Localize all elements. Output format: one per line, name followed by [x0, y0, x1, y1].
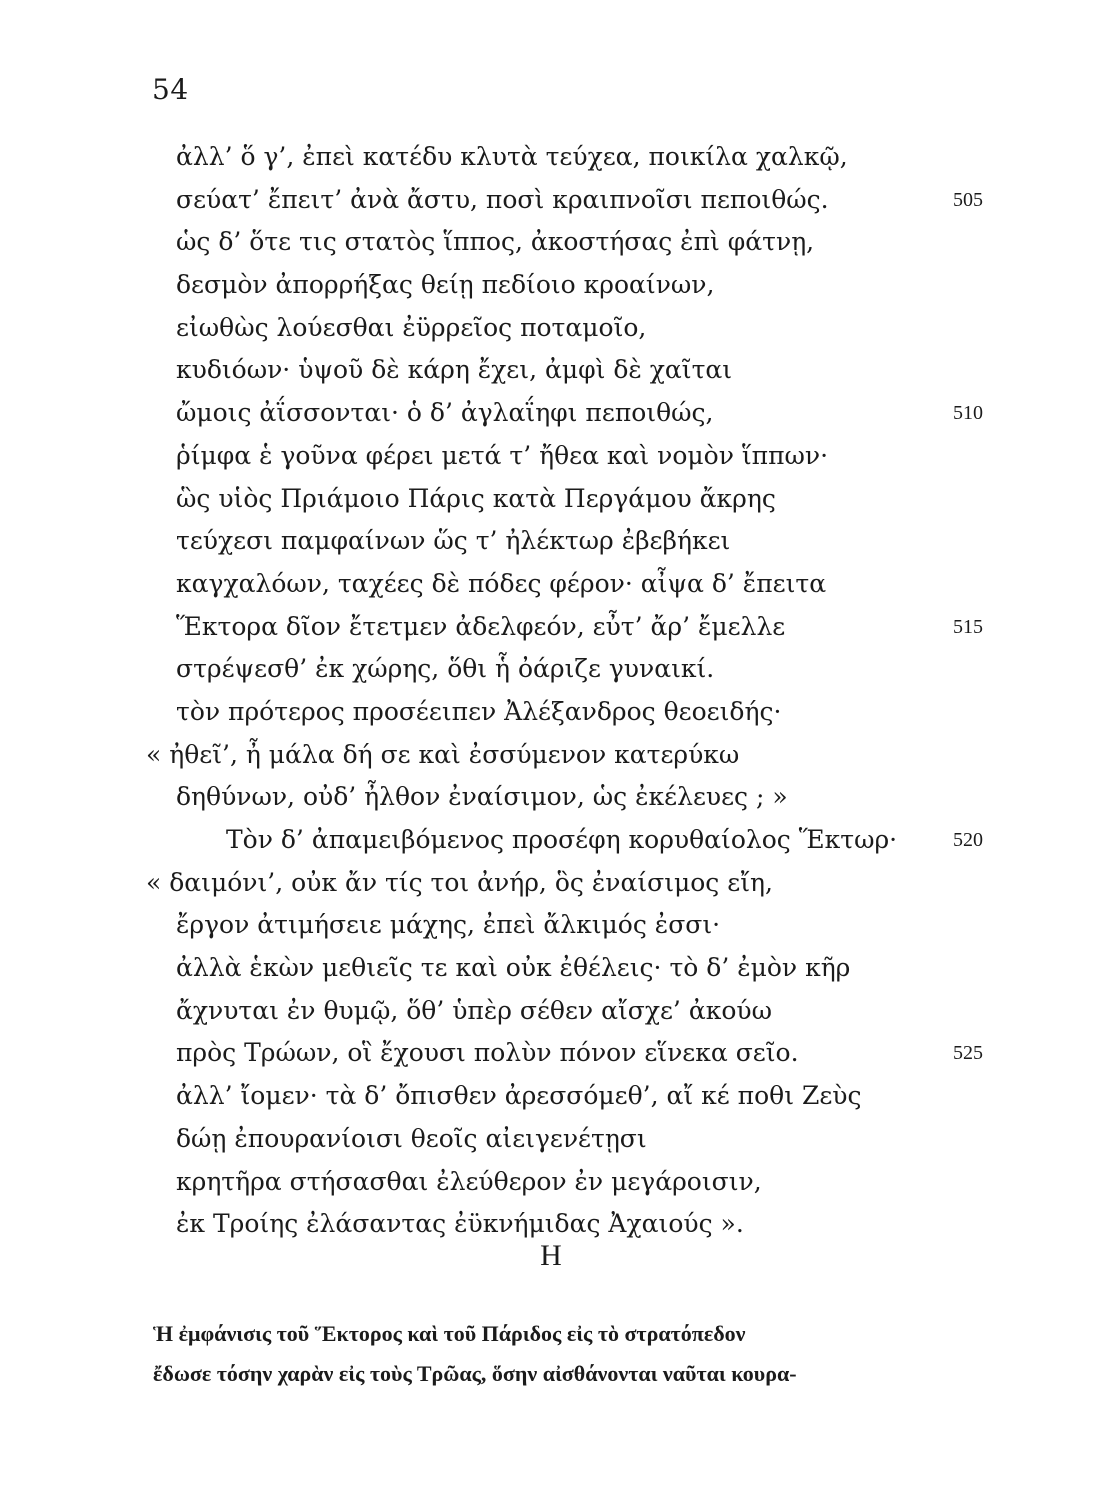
verse-text: σεύατ’ ἔπειτ’ ἀνὰ ἄστυ, ποσὶ κραιπνοῖσι πεποιθώς.	[176, 184, 829, 214]
verse-line	[176, 349, 996, 392]
verse-text: « δαιμόνι’, οὐκ ἄν τίς τοι ἀνήρ, ὃς ἐναίσιμος εἴη,	[146, 867, 773, 897]
verse-text: δώῃ ἐπουρανίοισι θεοῖς αἰειγενέτῃσι	[176, 1123, 647, 1153]
verse-line	[176, 904, 996, 947]
page-number: 54	[152, 73, 189, 106]
verse-line	[176, 435, 996, 478]
verse-line	[146, 734, 996, 777]
verse-line	[176, 1075, 996, 1118]
verse-block	[146, 136, 996, 1246]
verse-line	[146, 862, 996, 905]
summary-paragraph	[153, 1314, 998, 1394]
verse-line	[176, 1032, 996, 1075]
verse-line	[176, 136, 996, 179]
verse-line	[176, 478, 996, 521]
verse-text: κυδιόων· ὑψοῦ δὲ κάρη ἔχει, ἀμφὶ δὲ χαῖται	[176, 355, 733, 385]
line-number: 510	[953, 402, 983, 425]
verse-line	[176, 264, 996, 307]
verse-text: εἰωθὼς λούεσθαι ἐϋρρεῖος ποταμοῖο,	[176, 312, 647, 342]
verse-text: « ἠθεῖ’, ἦ μάλα δή σε καὶ ἐσσύμενον κατερύκω	[146, 739, 740, 769]
verse-line	[176, 947, 996, 990]
line-number: 515	[953, 615, 983, 638]
verse-text: καγχαλόων, ταχέες δὲ πόδες φέρον· αἶψα δ’ ἔπειτα	[176, 568, 827, 598]
verse-line	[176, 648, 996, 691]
verse-text: ἐκ Τροίης ἐλάσαντας ἐϋκνήμιδας Ἀχαιούς ».	[176, 1209, 744, 1239]
verse-text: ἀλλ’ ὅ γ’, ἐπεὶ κατέδυ κλυτὰ τεύχεα, ποικίλα χαλκῷ,	[176, 142, 848, 171]
verse-text: ἀλλὰ ἑκὼν μεθιεῖς τε καὶ οὐκ ἐθέλεις· τὸ δ’ ἐμὸν κῆρ	[176, 953, 851, 983]
verse-line	[176, 392, 996, 435]
line-number: 525	[953, 1042, 983, 1065]
verse-text: τὸν πρότερος προσέειπεν Ἀλέξανδρος θεοειδής·	[176, 696, 782, 726]
verse-text: ἀλλ’ ἴομεν· τὰ δ’ ὄπισθεν ἀρεσσόμεθ’, αἴ κέ ποθι Ζεὺς	[176, 1081, 862, 1111]
summary-line: ἔδωσε τόσην χαρὰν εἰς τοὺς Τρῶας, ὅσην αἰσθάνονται ναῦται κουρα-	[153, 1361, 797, 1386]
verse-text: ῥίμφα ἑ γοῦνα φέρει μετά τ’ ἤθεα καὶ νομὸν ἵππων·	[176, 440, 829, 470]
verse-line	[176, 606, 996, 649]
verse-line	[176, 221, 996, 264]
verse-text: δηθύνων, οὐδ’ ἦλθον ἐναίσιμον, ὡς ἐκέλευες ; »	[176, 782, 788, 812]
verse-line	[176, 1118, 996, 1161]
verse-line	[176, 776, 996, 819]
verse-text: πρὸς Τρώων, οἳ ἔχουσι πολὺν πόνον εἵνεκα σεῖο.	[176, 1038, 799, 1068]
verse-line	[176, 563, 996, 606]
verse-line	[176, 1161, 996, 1204]
verse-text: ὤμοις ἀΐσσονται· ὁ δ’ ἀγλαΐηφι πεποιθώς,	[176, 398, 714, 428]
verse-text: κρητῆρα στήσασθαι ἐλεύθερον ἐν μεγάροισιν,	[176, 1166, 762, 1196]
verse-line	[176, 179, 996, 222]
verse-line	[176, 520, 996, 563]
verse-text: ἔργον ἀτιμήσειε μάχης, ἐπεὶ ἄλκιμός ἐσσι·	[176, 910, 721, 940]
summary-line: Ἡ ἐμφάνισις τοῦ Ἕκτορος καὶ τοῦ Πάριδος εἰς τὸ στρατόπεδον	[153, 1321, 746, 1346]
verse-line	[176, 990, 996, 1033]
verse-text: δεσμὸν ἀπορρήξας θείῃ πεδίοιο κροαίνων,	[176, 270, 715, 300]
verse-text: Ἕκτορα δῖον ἔτετμεν ἀδελφεόν, εὖτ’ ἄρ’ ἔμελλε	[176, 611, 786, 641]
verse-text: ὣς υἱὸς Πριάμοιο Πάρις κατὰ Περγάμου ἄκρης	[176, 483, 776, 513]
verse-text: τεύχεσι παμφαίνων ὥς τ’ ἠλέκτωρ ἐβεβήκει	[176, 526, 731, 556]
verse-line	[176, 819, 996, 862]
line-number: 520	[953, 829, 983, 851]
verse-text: στρέψεσθ’ ἐκ χώρης, ὅθι ἧ ὀάριζε γυναικί.	[176, 654, 715, 684]
verse-text: Τὸν δ’ ἀπαμειβόμενος προσέφη κορυθαίολος Ἕκτωρ·	[226, 825, 898, 854]
verse-line	[176, 691, 996, 734]
verse-line	[176, 307, 996, 350]
verse-text: ὡς δ’ ὅτε τις στατὸς ἵππος, ἀκοστήσας ἐπὶ φάτνῃ,	[176, 227, 815, 257]
verse-text: ἄχνυται ἐν θυμῷ, ὅθ’ ὑπὲρ σέθεν αἴσχε’ ἀκούω	[176, 995, 772, 1025]
section-heading: Η	[540, 1239, 562, 1272]
line-number: 505	[953, 188, 983, 211]
